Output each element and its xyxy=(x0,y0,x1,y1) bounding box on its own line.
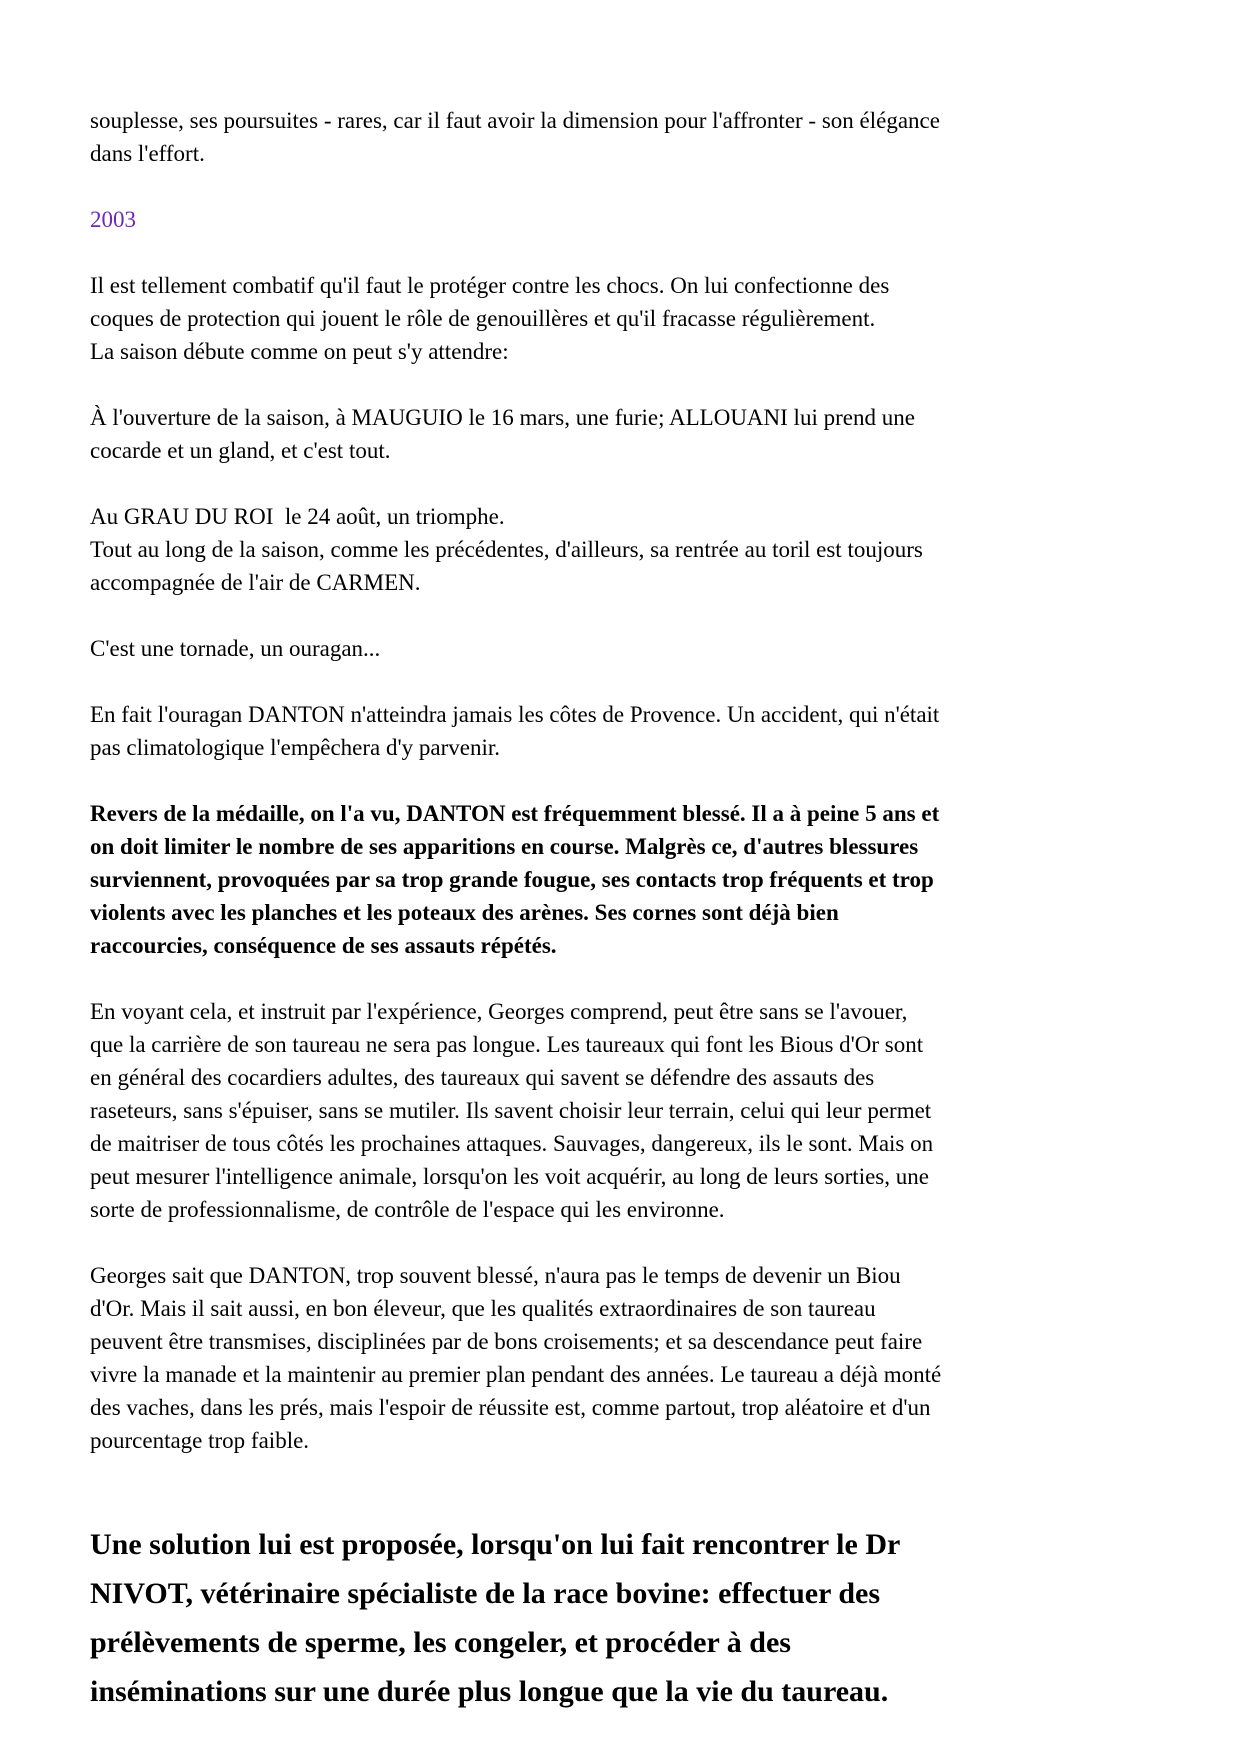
descendance-paragraph xyxy=(90,1259,1152,1457)
protection-paragraph xyxy=(90,269,1152,368)
text-line: pas climatologique l'empêchera d'y parvenir. xyxy=(90,735,501,760)
text-line: raseteurs, sans s'épuiser, sans se mutiler. Ils savent choisir leur terrain, celui qui leur permet xyxy=(90,1098,932,1123)
text-line: Revers de la médaille, on l'a vu, DANTON est fréquemment blessé. Il a à peine 5 ans et xyxy=(90,801,940,826)
text-line: accompagnée de l'air de CARMEN. xyxy=(90,570,421,595)
solution-paragraph xyxy=(90,1520,1152,1716)
text-line: Au GRAU DU ROI le 24 août, un triomphe. xyxy=(90,504,505,529)
text-line: Il est tellement combatif qu'il faut le protéger contre les chocs. On lui confectionne des xyxy=(90,273,890,298)
text-line: cocarde et un gland, et c'est tout. xyxy=(90,438,391,463)
text-line: La saison débute comme on peut s'y attendre: xyxy=(90,339,509,364)
text-line: des vaches, dans les prés, mais l'espoir de réussite est, comme partout, trop aléatoire et d'un xyxy=(90,1395,931,1420)
text-line: Une solution lui est proposée, lorsqu'on lui fait rencontrer le Dr xyxy=(90,1528,901,1561)
intro-paragraph xyxy=(90,104,1152,170)
ouragan-paragraph xyxy=(90,698,1152,764)
mauguio-paragraph xyxy=(90,401,1152,467)
text-line: sorte de professionnalisme, de contrôle de l'espace qui les environne. xyxy=(90,1197,725,1222)
text-line: 2003 xyxy=(90,207,136,232)
text-line: raccourcies, conséquence de ses assauts répétés. xyxy=(90,933,557,958)
text-line: coques de protection qui jouent le rôle de genouillères et qu'il fracasse régulièrement. xyxy=(90,306,876,331)
text-line: En fait l'ouragan DANTON n'atteindra jamais les côtes de Provence. Un accident, qui n'était xyxy=(90,702,940,727)
text-line: peuvent être transmises, disciplinées par de bons croisements; et sa descendance peut faire xyxy=(90,1329,923,1354)
text-line: Tout au long de la saison, comme les précédentes, d'ailleurs, sa rentrée au toril est toujours xyxy=(90,537,923,562)
text-line: Georges sait que DANTON, trop souvent blessé, n'aura pas le temps de devenir un Biou xyxy=(90,1263,901,1288)
text-line: de maitriser de tous côtés les prochaines attaques. Sauvages, dangereux, ils le sont. Mais on xyxy=(90,1131,934,1156)
text-line: on doit limiter le nombre de ses apparitions en course. Malgrès ce, d'autres blessures xyxy=(90,834,919,859)
text-line: en général des cocardiers adultes, des taureaux qui savent se défendre des assauts des xyxy=(90,1065,875,1090)
tornade-paragraph xyxy=(90,632,1152,665)
text-line: En voyant cela, et instruit par l'expérience, Georges comprend, peut être sans se l'avouer, xyxy=(90,999,908,1024)
text-line: d'Or. Mais il sait aussi, en bon éleveur, que les qualités extraordinaires de son taureau xyxy=(90,1296,876,1321)
text-line: surviennent, provoquées par sa trop grande fougue, ses contacts trop fréquents et trop xyxy=(90,867,934,892)
text-line: souplesse, ses poursuites - rares, car il faut avoir la dimension pour l'affronter - son élégance xyxy=(90,108,940,133)
text-line: prélèvements de sperme, les congeler, et procéder à des xyxy=(90,1626,791,1659)
text-line: inséminations sur une durée plus longue que la vie du taureau. xyxy=(90,1675,889,1708)
blessures-paragraph xyxy=(90,797,1152,962)
text-line: peut mesurer l'intelligence animale, lorsqu'on les voit acquérir, au long de leurs sorties, une xyxy=(90,1164,929,1189)
text-line: violents avec les planches et les poteaux des arènes. Ses cornes sont déjà bien xyxy=(90,900,839,925)
text-line: NIVOT, vétérinaire spécialiste de la race bovine: effectuer des xyxy=(90,1577,881,1610)
text-line: vivre la manade et la maintenir au premier plan pendant des années. Le taureau a déjà monté xyxy=(90,1362,942,1387)
grau-du-roi-paragraph xyxy=(90,500,1152,599)
georges-comprend-paragraph xyxy=(90,995,1152,1226)
text-line: que la carrière de son taureau ne sera pas longue. Les taureaux qui font les Bious d'Or sont xyxy=(90,1032,924,1057)
document-body xyxy=(90,104,1152,1716)
text-line: C'est une tornade, un ouragan... xyxy=(90,636,381,661)
text-line: À l'ouverture de la saison, à MAUGUIO le 16 mars, une furie; ALLOUANI lui prend une xyxy=(90,405,915,430)
text-line: pourcentage trop faible. xyxy=(90,1428,310,1453)
year-heading xyxy=(90,203,1152,236)
text-line: dans l'effort. xyxy=(90,141,205,166)
